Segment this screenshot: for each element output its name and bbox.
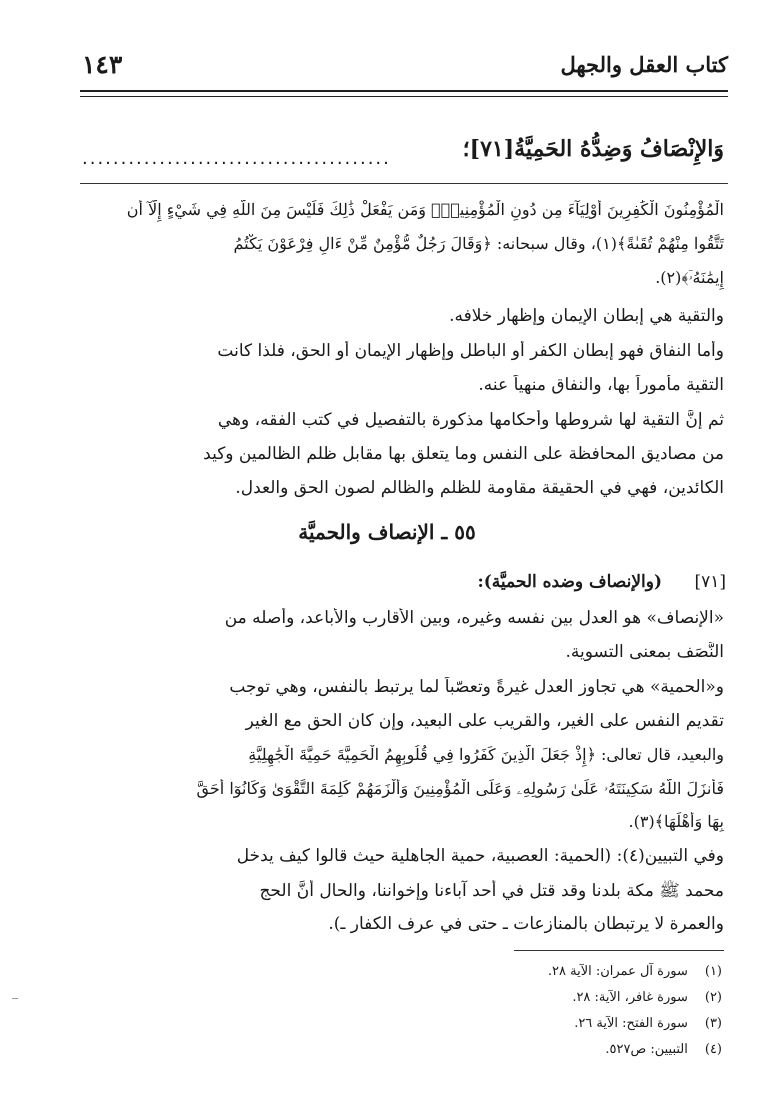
section-rule: [80, 183, 728, 184]
footnote-number: (١): [704, 964, 722, 979]
note-line: والبعيد، قال تعالى: ﴿إِذْ جَعَلَ الَّذِينَ كَفَرُوا فِي قُلُوبِهِمُ الْحَمِيَّةَ حَمِيَّةَ الْجَٰهِلِيَّةِ: [248, 745, 724, 764]
note-line: والعمرة لا يرتبطان بالمنازعات ـ حتى في عرف الكفار ـ).: [328, 914, 724, 934]
footnote-text: سورة الفتح: الآية ٢٦.: [574, 1016, 688, 1031]
section-title-text: وَالإِنْصَافُ وَضِدُّهُ الحَمِيَّةُ[٧١]؛: [462, 136, 724, 162]
footnote: [605, 1042, 722, 1057]
note-line: فَأَنزَلَ اللَّهُ سَكِينَتَهُۥ عَلَىٰ رَسُولِهِۦ وَعَلَى الْمُؤْمِنِينَ وَأَلْزَمَهُمْ كَلِمَةَ التَّقْوَىٰ وَكَانُوٓا أَحَقَّ: [196, 779, 724, 798]
footnote-text: التبيين: ص٥٢٧.: [605, 1042, 688, 1057]
note-reference: [٧١]: [694, 572, 726, 592]
body-line: التقية مأموراً بها، والنفاق منهياً عنه.: [478, 375, 724, 395]
footnote-number: (٤): [704, 1042, 722, 1057]
footnote-text: سورة آل عمران: الآية ٢٨.: [547, 964, 688, 979]
page-header: [82, 52, 728, 86]
page-number: ١٤٣: [82, 50, 123, 79]
chapter-heading: ٥٥ ـ الإنصاف والحميَّة: [298, 520, 476, 544]
footnote-text: سورة غافر، الآية: ٢٨.: [572, 990, 688, 1005]
footnote: [548, 964, 722, 979]
body-line: تَتَّقُوا مِنْهُمْ تُقَىٰةً﴾(١)، وقال سبحانه: ﴿وَقَالَ رَجُلٌ مُّؤْمِنٌ مِّنْ ءَالِ فِرْعَوْنَ يَكْتُمُ: [233, 234, 724, 253]
note-line: تقديم النفس على الغير، والقريب على البعيد، وإن كان الحق مع الغير: [245, 711, 724, 731]
note-line: و«الحمية» هي تجاوز العدل غيرةً وتعصّباً لما يرتبط بالنفس، وهي توجب: [229, 677, 724, 697]
body-line: ثم إنَّ التقية لها شروطها وأحكامها مذكورة بالتفصيل في كتب الفقه، وهي: [217, 410, 724, 430]
footnote: [574, 1016, 722, 1031]
body-line: الْمُؤْمِنُونَ الْكَٰفِرِينَ أَوْلِيَآءَ مِن دُونِ الْمُؤْمِنِينَۖ وَمَن يَفْعَلْ ذَٰلِكَ فَلَيْسَ مِنَ اللَّهِ فِي شَيْءٍ إِلَّآ أَن: [126, 200, 724, 219]
footnote-number: (٣): [704, 1016, 722, 1031]
book-title: كتاب العقل والجهل: [560, 52, 728, 77]
body-line: والتقية هي إبطان الإيمان وإظهار خلافه.: [449, 306, 724, 326]
note-title: (والإنصاف وضده الحميَّة):: [477, 572, 662, 592]
scan-speck: [12, 998, 18, 999]
footnote-number: (٢): [704, 990, 722, 1005]
body-line: إِيمَٰنَهُۥٓ﴾(٢).: [655, 268, 724, 287]
body-line: من مصاديق المحافظة على النفس وما يتعلق بها مقابل ظلم الظالمين وكيد: [203, 444, 724, 464]
header-rule: [80, 90, 728, 97]
body-line: وأما النفاق فهو إبطان الكفر أو الباطل وإظهار الإيمان أو الحق، فلذا كانت: [217, 341, 724, 361]
note-line: بِهَا وَأَهْلَهَا﴾(٣).: [628, 812, 724, 831]
note-line: «الإنصاف» هو العدل بين نفسه وغيره، وبين الأقارب والأباعد، وأصله من: [224, 608, 724, 628]
note-line: محمد ﷺ مكة بلدنا وقد قتل في أحد آباءنا وإخواننا، والحال أنَّ الحج: [259, 881, 724, 901]
footnote-separator: [514, 950, 724, 951]
note-line: النَّصَف بمعنى التسوية.: [565, 642, 724, 662]
section-title: [82, 136, 724, 176]
note-line: وفي التبيين(٤): (الحمية: العصبية، حمية الجاهلية حيث قالوا كيف يدخل: [236, 846, 724, 866]
section-title-dots: ........................................: [82, 148, 391, 169]
body-line: الكائدين، فهي في الحقيقة مقاومة للظلم والظالم لصون الحق والعدل.: [235, 478, 724, 498]
footnote: [572, 990, 722, 1005]
